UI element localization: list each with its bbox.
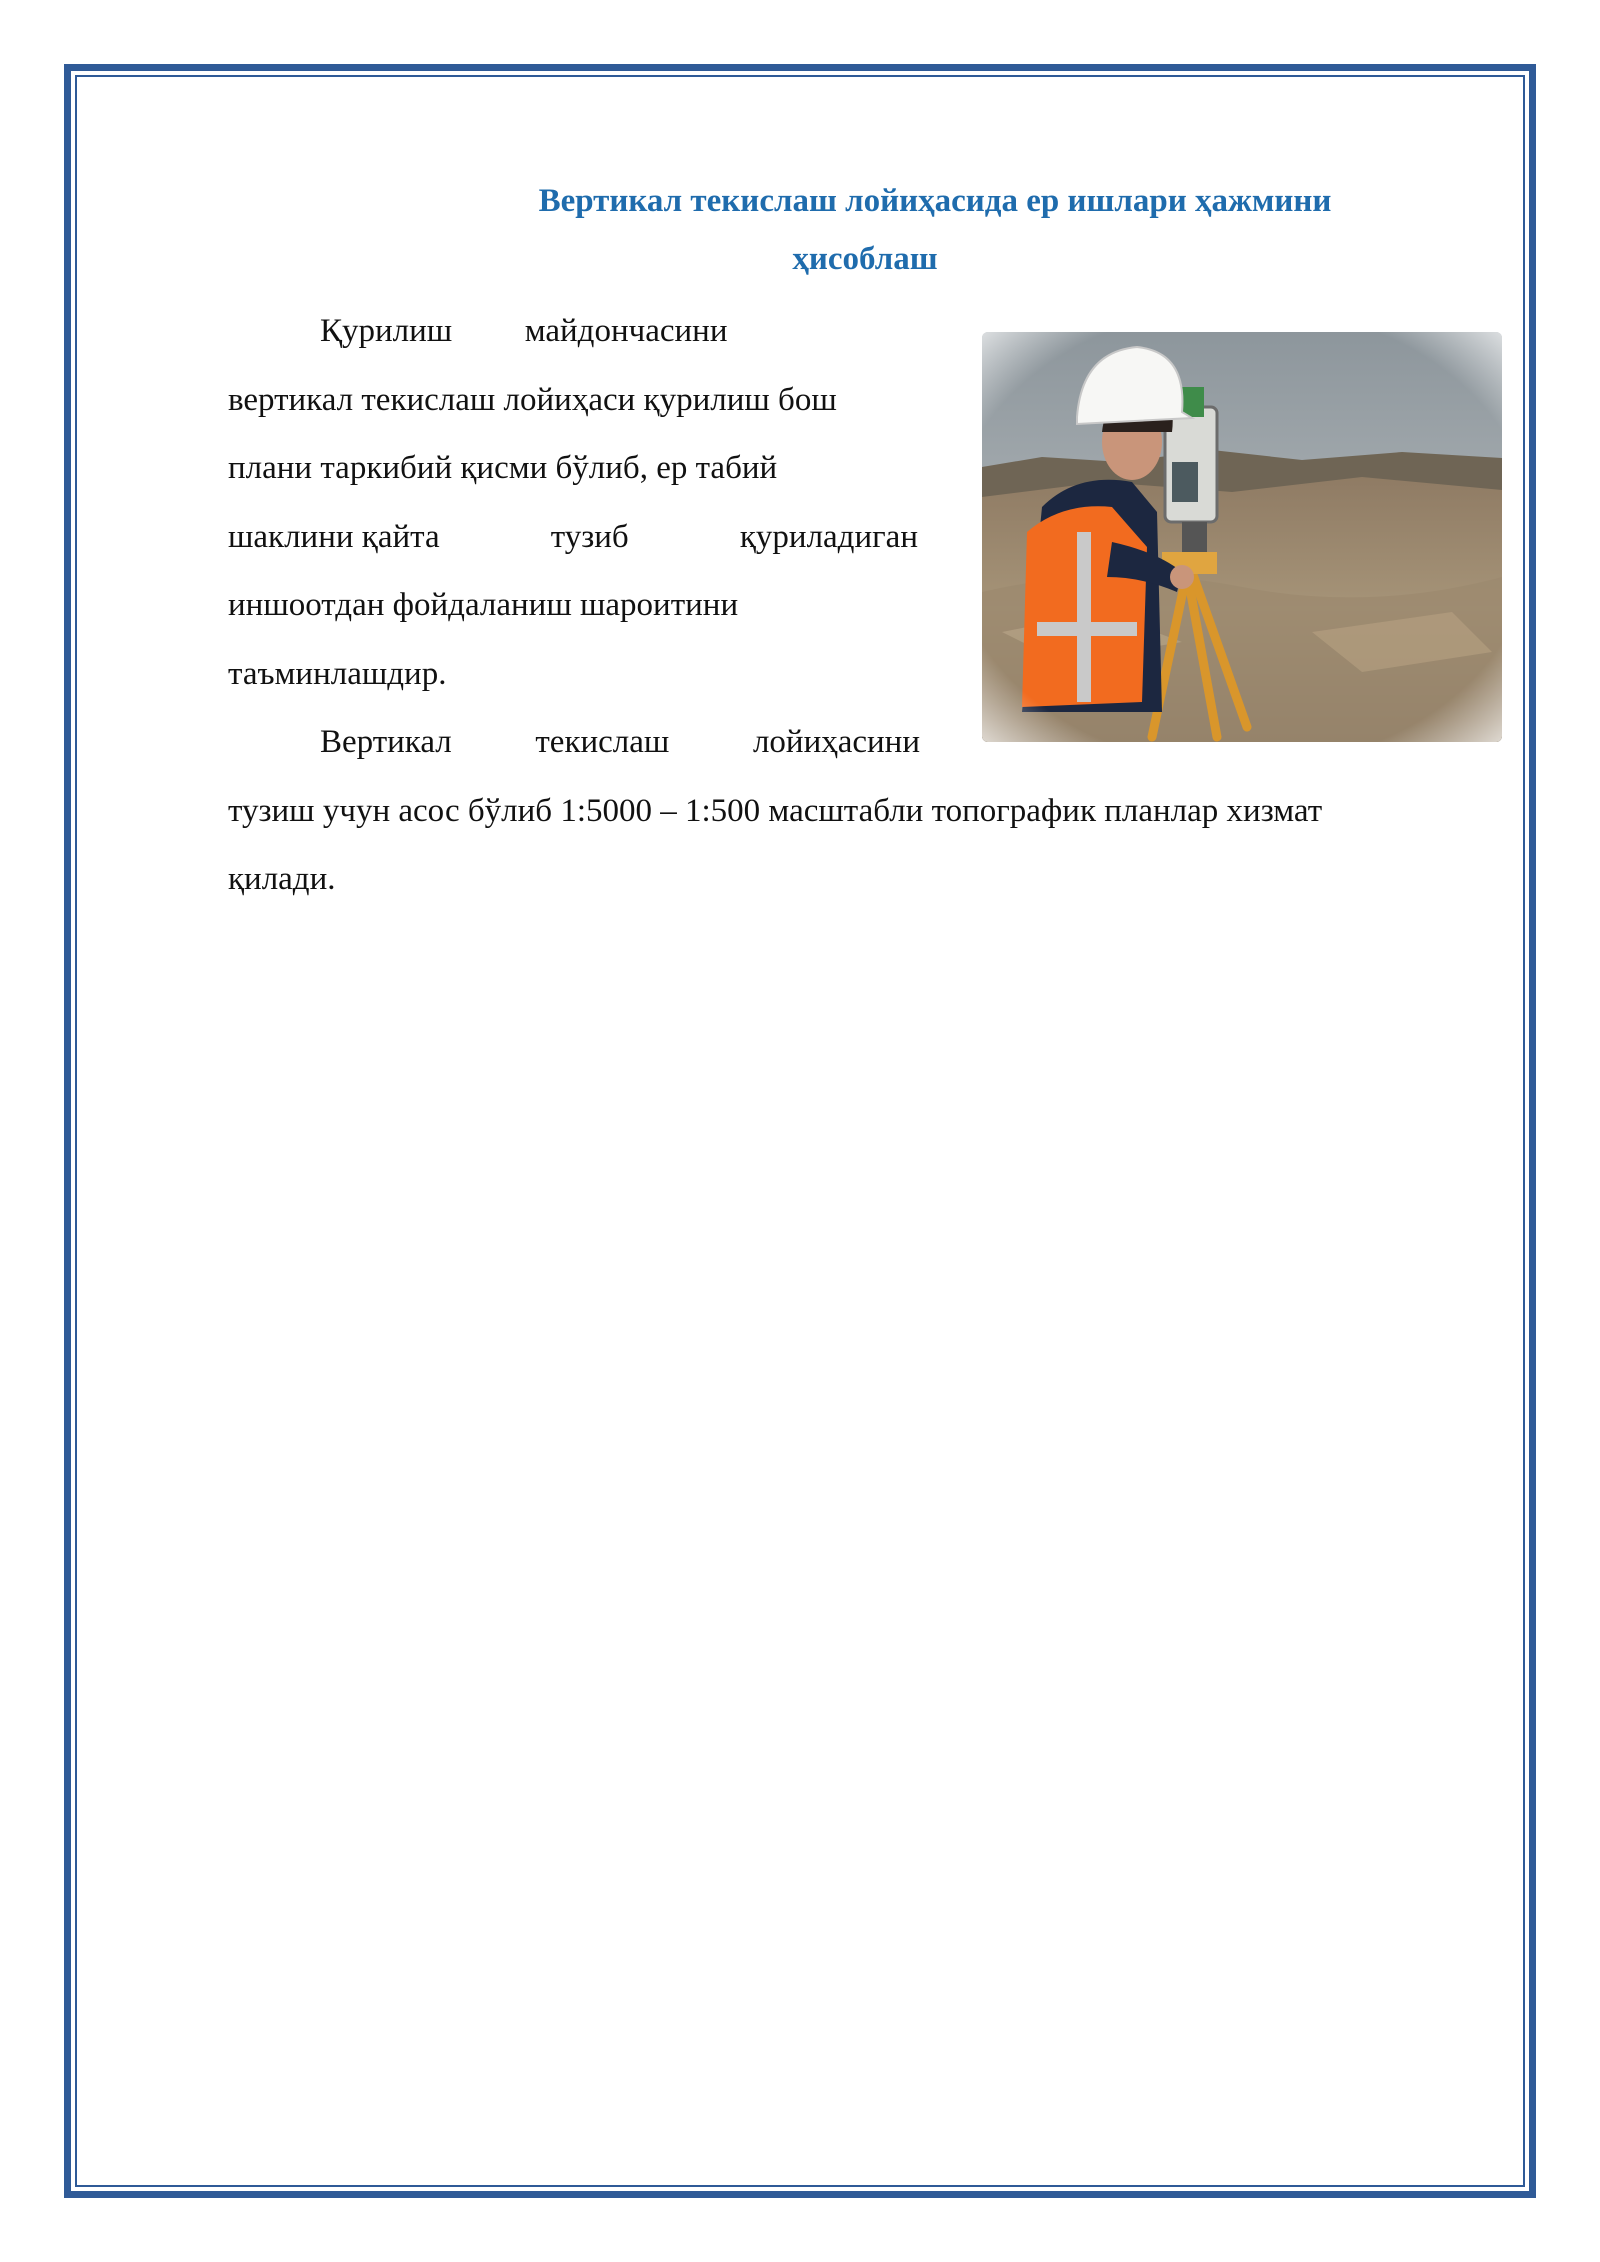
paragraph-1-line-4: [228, 503, 918, 572]
word: шаклини қайта: [228, 518, 440, 555]
word: Қурилиш: [320, 313, 453, 349]
word: Вертикал: [320, 724, 452, 760]
paragraph-2-line-2: тузиш учун асос бўлиб 1:5000 – 1:500 масштабли топографик планлар хизмат: [228, 792, 1323, 829]
paragraph-1-line-6: таъминлашдир.: [228, 655, 447, 692]
paragraph-2-line-1: [320, 708, 920, 777]
body-text: [228, 297, 1478, 914]
title-line-1: Вертикал текислаш лойиҳасида ер ишлари ҳажмини: [538, 183, 1332, 219]
paragraph-1-line-2: вертикал текислаш лойиҳаси қурилиш бош: [228, 381, 837, 418]
word: лойиҳасини: [752, 724, 920, 760]
paragraph-2-line-3: қилади.: [228, 861, 336, 897]
word: қуриладиган: [739, 518, 918, 555]
spacer: [800, 297, 920, 366]
paragraph-1-line-1: [320, 297, 920, 366]
word: майдончасини: [524, 313, 728, 349]
title-line-2: ҳисоблаш: [792, 241, 938, 277]
word: текислаш: [535, 724, 670, 760]
paragraph-1-line-3: плани таркибий қисми бўлиб, ер табий: [228, 450, 778, 486]
word: тузиб: [550, 518, 629, 555]
paragraph-1-line-5: иншоотдан фойдаланиш шароитини: [228, 587, 739, 623]
document-title: [230, 172, 1460, 288]
